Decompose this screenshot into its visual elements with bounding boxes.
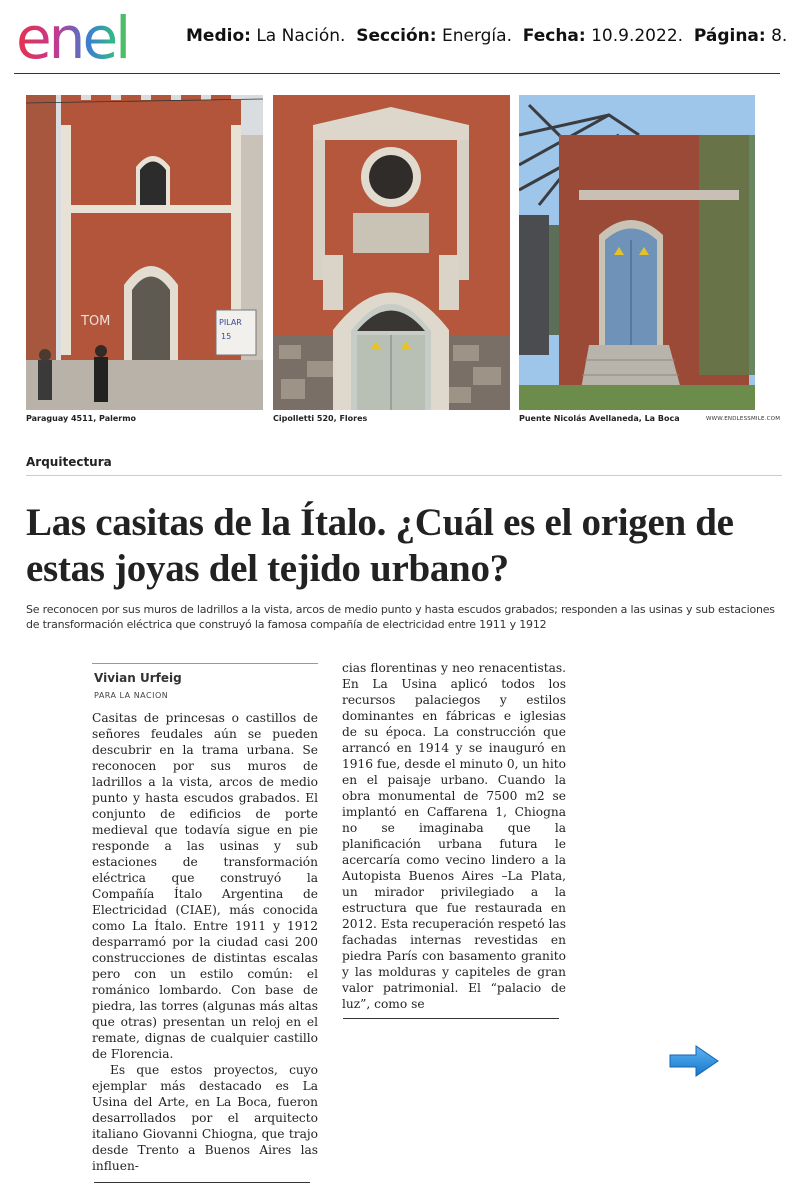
byline-divider: [92, 663, 318, 664]
fecha-value: 10.9.2022.: [591, 26, 684, 46]
seccion-label: Sección:: [356, 26, 437, 46]
publication-meta: [186, 26, 787, 46]
photo-credit: WWW.ENDLESSMILE.COM: [706, 416, 781, 422]
subheadline: Se reconocen por sus muros de ladrillos a la vista, arcos de medio punto y hasta escudos grabados; responden a las usinas y sub estaciones de transformación eléctrica que construyó la famosa compañía de electricidad entre 1911 y 1912: [26, 603, 775, 631]
column-end-rule: [343, 1018, 559, 1019]
photo-flores: [273, 95, 510, 410]
author-outlet: PARA LA NACION: [94, 691, 169, 700]
photo-caption: Puente Nicolás Avellaneda, La Boca: [519, 414, 680, 423]
header-divider: [14, 73, 780, 74]
pagina-value: 8.: [771, 26, 788, 46]
body-paragraph: Casitas de princesas o castillos de señores feudales aún se pueden descubrir en la trama urbana. Se reconocen por sus muros de ladrillos a la vista, arcos de medio punto y hasta escudos grabados. El conjunto de edificios de porte medieval que todavía sigue en pie responde a las usinas y sub estaciones de transformación eléctrica que construyó la Compañía Ítalo Argentina de Electricidad (CIAE), más conocida como La Ítalo. Entre 1911 y 1912 desparramó por la ciudad casi 200 construcciones de distintas escalas pero con un estilo común: el románico lombardo. Con base de piedra, las torres (algunas más altas que otras) presentan un reloj en el remate, dignas de cualquier castillo de Florencia.: [92, 711, 318, 1061]
medio-value: La Nación.: [256, 26, 346, 46]
graffiti-number: 15: [221, 332, 232, 341]
headline-bold: Las casitas de la Ítalo.: [26, 501, 387, 544]
photo-palermo: [26, 95, 263, 410]
photo-la-boca: [519, 95, 755, 410]
body-paragraph: Es que estos proyectos, cuyo ejemplar más destacado es La Usina del Arte, en La Boca, fueron desarrollados por el arquitecto italiano Giovanni Chiogna, que trajo desde Trento a Buenos Aires las influen-: [92, 1063, 318, 1173]
section-divider: [26, 475, 782, 476]
continue-arrow-icon[interactable]: [668, 1044, 720, 1078]
photo-caption: Cipolletti 520, Flores: [273, 414, 368, 423]
body-column-1: [92, 710, 318, 1174]
logo-wordmark: enel: [16, 6, 129, 68]
seccion-value: Energía.: [441, 26, 512, 46]
pagina-label: Página:: [693, 26, 766, 46]
graffiti-pilar: PILAR: [219, 318, 242, 327]
body-column-2: [342, 660, 566, 1012]
graffiti-tom: TOM: [81, 314, 111, 329]
fecha-label: Fecha:: [522, 26, 586, 46]
headline: [26, 500, 786, 592]
enel-logo: [14, 6, 172, 68]
body-paragraph: cias florentinas y neo renacentistas. En La Usina aplicó todos los recursos palaciegos y estilos dominantes en fábricas e iglesias de su época. La construcción que arrancó en 1914 y se inauguró en 1916 fue, desde el minuto 0, un hito en el paisaje urbano. Cuando la obra monumental de 7500 m2 se implantó en Caffarena 1, Chiogna no se imaginaba que la planificación urbana futura le acercaría como vecino lindero a la Autopista Buenos Aires –La Plata, un mirador privilegiado a la estructura que fue restaurada en 2012. Esta recuperación respetó las fachadas internas revestidas en piedra París con basamento granito y las molduras y capiteles de gran valor patrimonial. El “palacio de luz”, como se: [342, 661, 566, 1011]
section-label: Arquitectura: [26, 455, 112, 469]
photo-caption: Paraguay 4511, Palermo: [26, 414, 137, 423]
column-end-rule: [94, 1182, 310, 1183]
headline-rest: ¿Cuál es el origen de estas joyas del tejido urbano?: [26, 501, 734, 590]
medio-label: Medio:: [186, 26, 251, 46]
author-name: Vivian Urfeig: [94, 671, 182, 685]
